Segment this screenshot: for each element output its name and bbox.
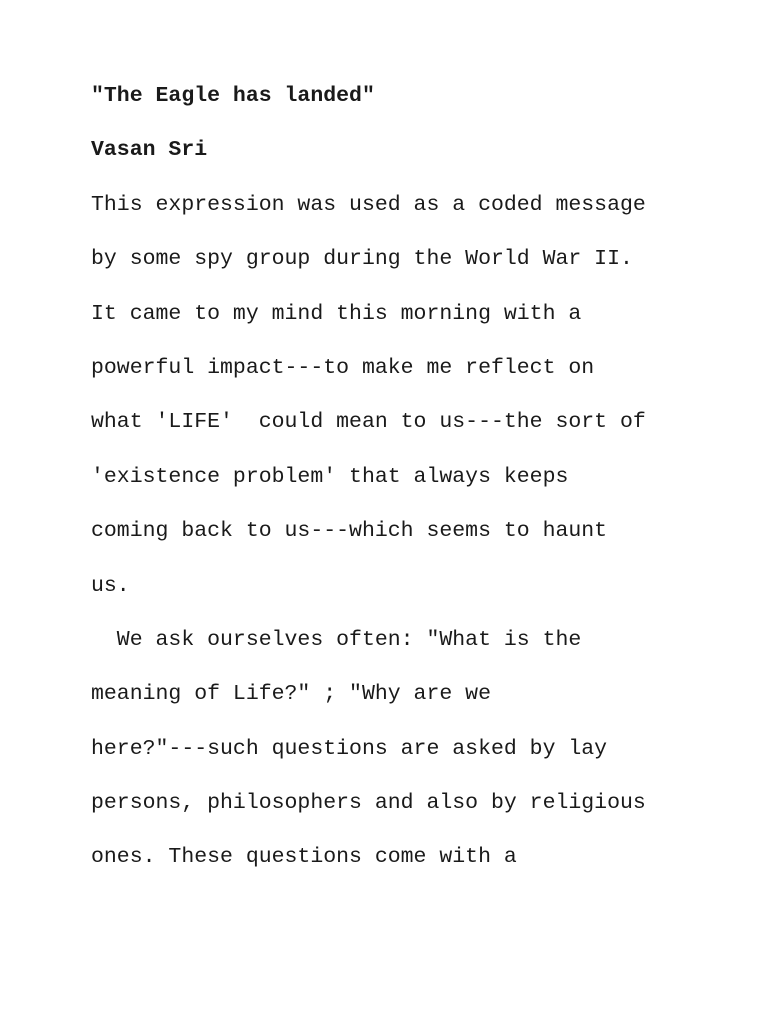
body-line: persons, philosophers and also by religious — [91, 791, 646, 816]
body-line: coming back to us---which seems to haunt — [91, 519, 608, 544]
document-author: Vasan Sri — [91, 138, 208, 163]
body-line: what 'LIFE' could mean to us---the sort of — [91, 410, 646, 435]
body-line: ones. These questions come with a — [91, 845, 517, 870]
body-line: We ask ourselves often: "What is the — [91, 627, 582, 652]
body-line: us. — [91, 573, 130, 598]
document-title: "The Eagle has landed" — [91, 84, 375, 108]
body-line: by some spy group during the World War II. — [91, 247, 633, 272]
body-line: This expression was used as a coded message — [91, 192, 646, 217]
body-line: 'existence problem' that always keeps — [91, 464, 569, 489]
body-line: here?"---such questions are asked by lay — [91, 736, 608, 761]
body-line: It came to my mind this morning with a — [91, 301, 582, 326]
body-line: powerful impact---to make me reflect on — [91, 355, 595, 380]
document-body — [91, 80, 731, 896]
body-line: meaning of Life?" ; "Why are we — [91, 682, 491, 707]
